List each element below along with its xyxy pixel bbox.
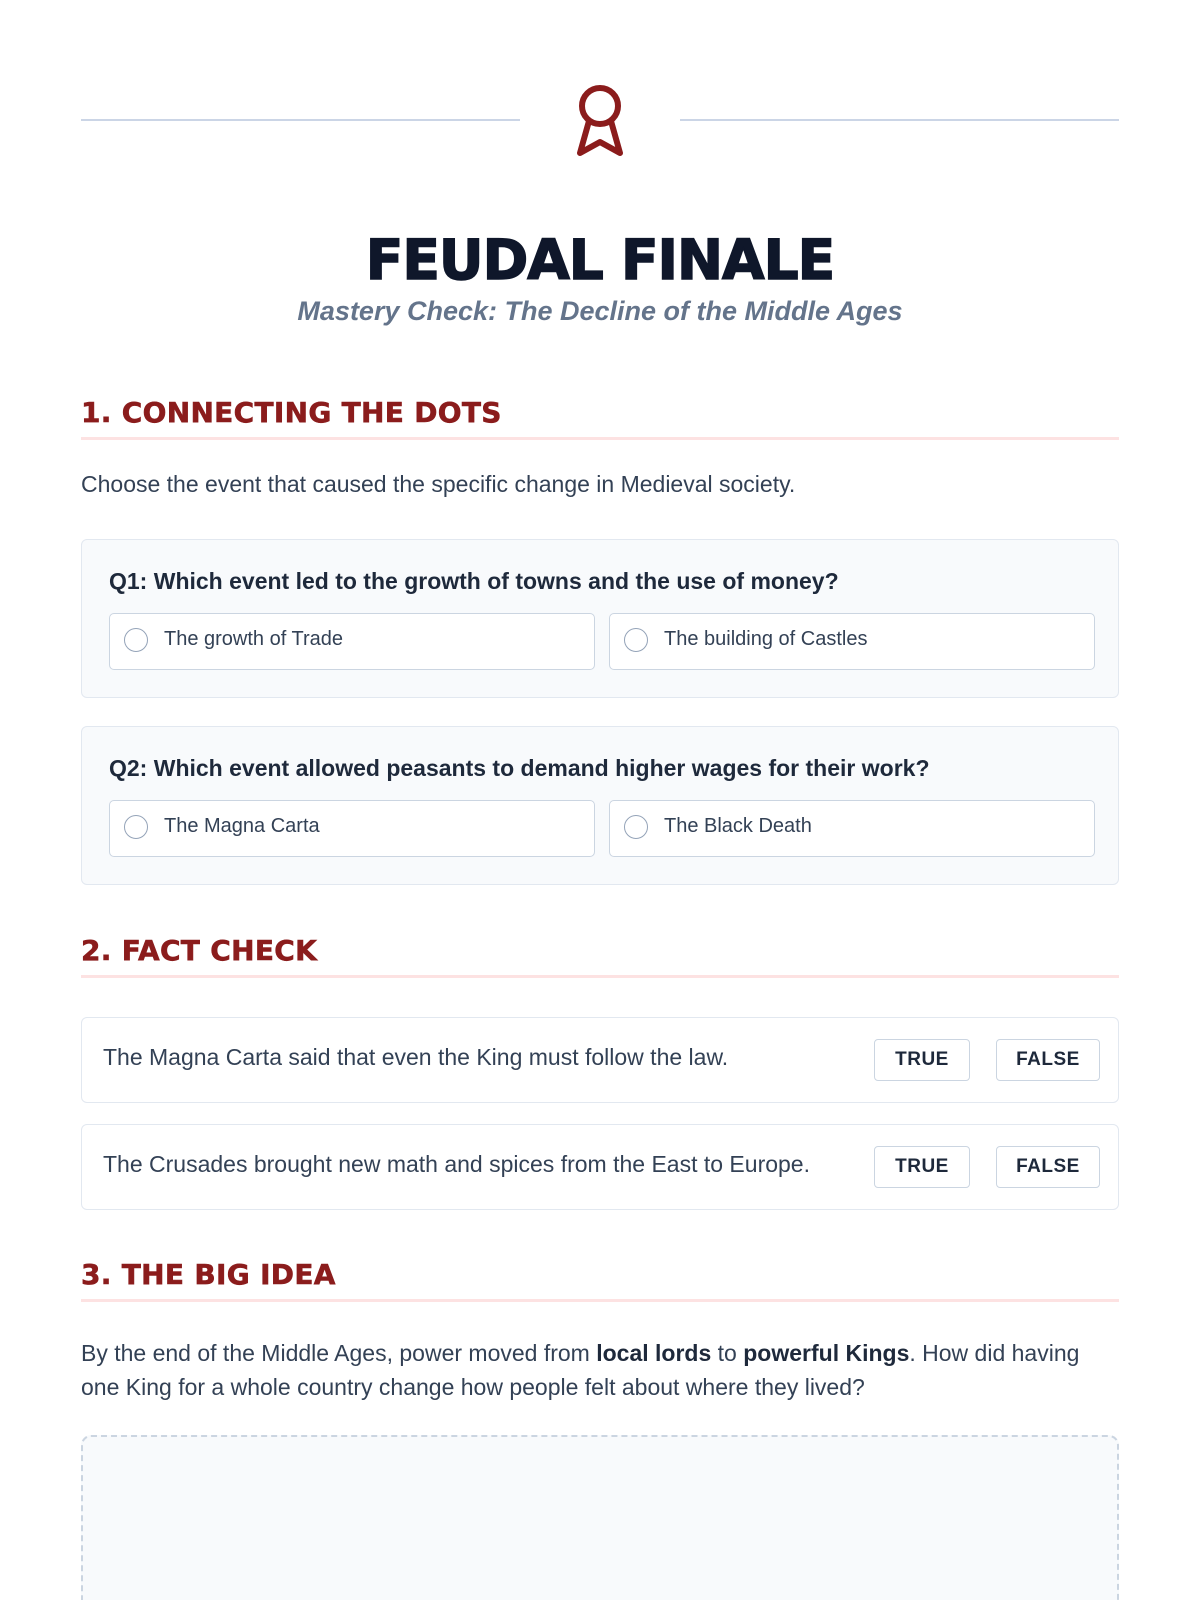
true-button[interactable]: TRUE [874,1146,970,1188]
fact-statement: The Crusades brought new math and spices from the East to Europe. [103,1151,810,1177]
option-label: The building of Castles [664,628,868,650]
fact-statement: The Magna Carta said that even the King must follow the law. [103,1044,729,1070]
answer-option[interactable] [109,613,595,670]
section-instructions: Choose the event that caused the specific change in Medieval society. [81,471,796,497]
question-card-q2 [81,726,1119,885]
radio-button[interactable] [124,628,148,652]
header-ornament [81,82,1119,158]
section-heading-fact-check: 2. FACT CHECK [81,934,1119,978]
fact-card-1 [81,1017,1119,1103]
option-label: The growth of Trade [164,628,343,650]
radio-button[interactable] [624,628,648,652]
question-text: Q1: Which event led to the growth of towns and the use of money? [109,568,839,594]
radio-button[interactable] [124,815,148,839]
answer-textarea[interactable] [81,1435,1119,1600]
true-button[interactable]: TRUE [874,1039,970,1081]
section-heading-big-idea: 3. THE BIG IDEA [81,1258,1119,1302]
false-button[interactable]: FALSE [996,1039,1100,1081]
fact-card-2 [81,1124,1119,1210]
prompt-emphasis-powerful-kings: powerful Kings [743,1340,910,1366]
option-label: The Magna Carta [164,815,320,837]
prompt-text: to [711,1340,744,1366]
answer-option[interactable] [609,613,1095,670]
big-idea-prompt [81,1336,1119,1404]
prompt-emphasis-local-lords: local lords [596,1340,712,1366]
page-subtitle: Mastery Check: The Decline of the Middle Ages [297,296,903,326]
question-text: Q2: Which event allowed peasants to demand higher wages for their work? [109,755,930,781]
prompt-text: . How did having one King for a whole country change how people felt about where they lived? [81,1340,1080,1400]
radio-button[interactable] [624,815,648,839]
prompt-text: By the end of the Middle Ages, power moved from [81,1340,597,1366]
header-divider-right [680,119,1119,121]
question-card-q1 [81,539,1119,698]
section-heading-connecting-dots: 1. CONNECTING THE DOTS [81,396,1119,440]
header-divider-left [81,119,520,121]
option-label: The Black Death [664,815,812,837]
award-ribbon-icon [572,82,628,158]
page-title: FEUDAL FINALE [365,228,835,292]
answer-option[interactable] [609,800,1095,857]
answer-option[interactable] [109,800,595,857]
false-button[interactable]: FALSE [996,1146,1100,1188]
